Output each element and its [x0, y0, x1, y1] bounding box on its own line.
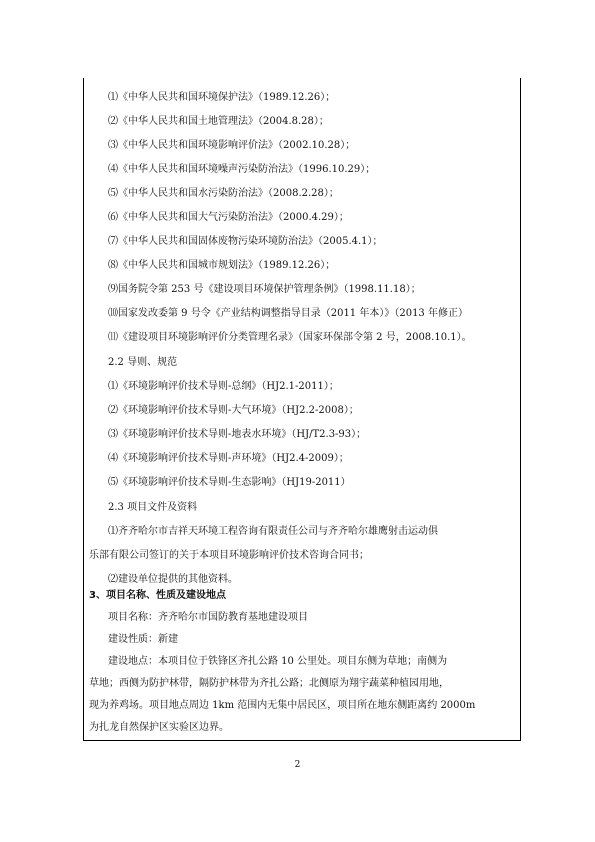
law-item-9: ⑼国务院令第 253 号《建设项目环境保护管理条例》（1998.11.18）；	[108, 284, 421, 295]
law-item-4: ⑷《中华人民共和国环境噪声污染防治法》（1996.10.29）；	[108, 164, 376, 175]
guideline-item-4: ⑷《环境影响评价技术导则-声环境》（HJ2.4-2009）；	[108, 453, 349, 464]
guideline-item-1: ⑴《环境影响评价技术导则-总纲》（HJ2.1-2011）；	[108, 381, 339, 392]
location-line-3: 现为养鸡场。项目地点周边 1km 范围内无集中居民区，项目所在地东侧距离约 2000m	[89, 700, 476, 711]
location-line-2: 草地；西侧为防护林带，隔防护林带为齐扎公路；北侧原为翔宇蔬菜种植园用地，	[89, 678, 449, 689]
document-item-1-line-2: 乐部有限公司签订的关于本项目环境影响评价技术咨询合同书；	[89, 550, 369, 561]
law-item-3: ⑶《中华人民共和国环境影响评价法》（2002.10.28）；	[108, 140, 356, 151]
guideline-item-2: ⑵《环境影响评价技术导则-大气环境》（HJ2.2-2008）；	[108, 405, 359, 416]
project-nature: 建设性质：新建	[108, 634, 178, 645]
guideline-item-5: ⑸《环境影响评价技术导则-生态影响》（HJ19-2011）	[108, 477, 351, 488]
document-frame	[83, 78, 521, 741]
section-2-2-heading: 2.2 导则、规范	[108, 357, 178, 368]
document-item-1-line-1: ⑴齐齐哈尔市吉祥天环境工程咨询有限责任公司与齐齐哈尔雄鹰射击运动俱	[108, 526, 438, 537]
law-item-11: ⑾《建设项目环境影响评价分类管理名录》（国家环保部令第 2 号，2008.10.1）。	[108, 332, 472, 343]
law-item-2: ⑵《中华人民共和国土地管理法》（2004.8.28）；	[108, 116, 329, 127]
location-line-4: 为扎龙自然保护区实验区边界。	[89, 722, 229, 733]
law-item-8: ⑻《中华人民共和国城市规划法》（1989.12.26）；	[108, 260, 336, 271]
law-item-5: ⑸《中华人民共和国水污染防治法》（2008.2.28）；	[108, 188, 339, 199]
page-number: 2	[294, 760, 301, 770]
law-item-10: ⑽国家发改委第 9 号令《产业结构调整指导目录（2011 年本）》（2013 年修正）	[108, 308, 468, 319]
project-name: 项目名称：齐齐哈尔市国防教育基地建设项目	[108, 612, 308, 623]
section-3-heading: 3、项目名称、性质及建设地点	[89, 590, 226, 601]
law-item-1: ⑴《中华人民共和国环境保护法》（1989.12.26）；	[108, 92, 336, 103]
section-2-3-heading: 2.3 项目文件及资料	[108, 502, 198, 513]
law-item-6: ⑹《中华人民共和国大气污染防治法》（2000.4.29）；	[108, 212, 349, 223]
location-line-1: 建设地点：本项目位于铁锋区齐扎公路 10 公里处。项目东侧为草地；南侧为	[108, 656, 448, 667]
law-item-7: ⑺《中华人民共和国固体废物污染环境防治法》（2005.4.1）；	[108, 236, 383, 247]
document-item-2: ⑵建设单位提供的其他资料。	[108, 574, 238, 585]
guideline-item-3: ⑶《环境影响评价技术导则-地表水环境》（HJ/T2.3-93）；	[108, 429, 367, 440]
